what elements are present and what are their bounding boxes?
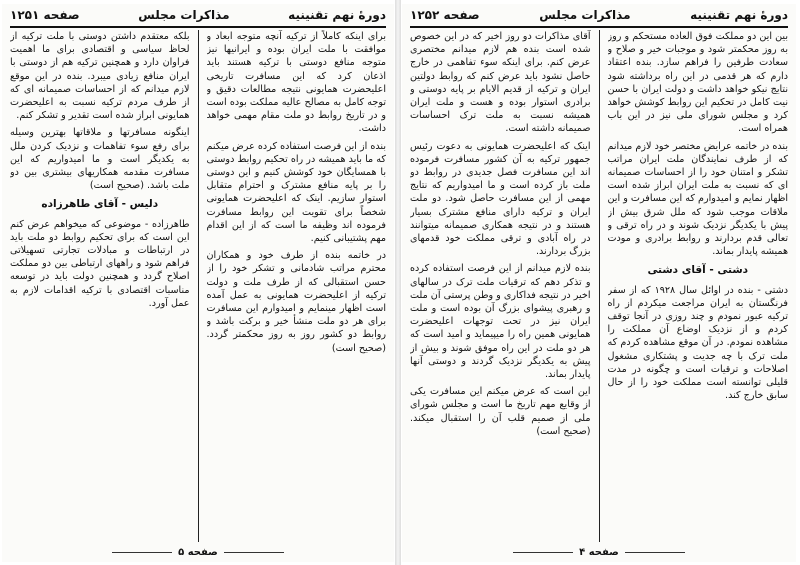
right-page-footer — [410, 544, 788, 560]
right-header-page: صفحه ۱۲۵۲ — [410, 8, 480, 22]
right-page-columns — [410, 30, 788, 542]
paragraph: برای اینکه کاملاً از ترکیه آنچه متوجه ابعاد و موافقت با ملت ایران بوده و ایرانیها نیز متوجه منافع دوستی با ترکیه هستند باید اذعان کرد که این مسافرت تاریخی اعلیحضرت همایونی نتیجه مطالعات دقیق و توجه کامل به مصالح عالیه مملکت بوده است و در تاریخ روابط دو ملت مقام مهمی خواهد داشت. — [206, 31, 386, 135]
column-divider — [198, 30, 199, 542]
left-page-footer — [10, 544, 386, 560]
right-page-header — [410, 4, 788, 26]
left-header-term: دورهٔ نهم تقنینیه — [288, 8, 386, 22]
paragraph: در خاتمه بنده از طرف خود و همکاران محترم مراتب شادمانی و تشکر خود را از حسن استقبالی که از طرف ملت و دولت ترکیه از اعلیحضرت همایونی به عمل آمده است اظهار مینمایم و امیدوارم این مسافرت برای هر دو ملت منشأ خیر و برکت باشد و روابط دو کشور روز به روز محکمتر گردد. (صحیح است) — [206, 250, 386, 354]
footer-dash — [224, 552, 284, 553]
left-page — [2, 4, 394, 562]
right-header-title: مذاکرات مجلس — [539, 8, 631, 22]
paragraph: بنده در خاتمه عرایض مختصر خود لازم میدانم که از طرف نمایندگان ملت ایران مراتب تشکر و امتنان خود را از احساسات صمیمانه ای که نسبت به ملت ایران ابراز شده است اظهار نمایم و امیدوارم که این مسافرت و این ملاقات موجب شود که ملل شرق بیش از پیش با یکدیگر نزدیک شوند و در راه ترقی و تعالی قدم بردارند و روابط برادری و مودت همیشه پایدار بماند. — [607, 140, 788, 258]
paragraph: اینگونه مسافرتها و ملاقاتها بهترین وسیله برای رفع سوء تفاهمات و نزدیک کردن ملل به یکدیگر است و ما امیدواریم که این مسافرت مقدمه همکاریهای بیشتری بین دو ملت باشد. (صحیح است) — [10, 127, 190, 192]
left-header-rule — [10, 26, 386, 28]
paragraph: اینک که اعلیحضرت همایونی به دعوت رئیس جمهور ترکیه به آن کشور مسافرت فرموده اند این مسافرت فصل جدیدی در روابط دو ملت باز کرده است و ما امیدواریم که نتایج مهمی از این مسافرت حاصل شود. دو ملت ایران و ترکیه دارای منافع مشترک بسیار هستند و در نتیجه همکاری صمیمانه میتوانند در راه آبادی و ترقی مملکت خود قدمهای بزرگ بردارند. — [410, 140, 591, 258]
book-gutter — [395, 0, 401, 565]
paragraph: طاهرزاده - موضوعی که میخواهم عرض کنم این است که برای تحکیم روابط دو ملت باید در ارتباطات و مبادلات تجارتی تسهیلاتی فراهم شود و راههای ارتباطی بین دو مملکت اصلاح گردد و همچنین دولت باید در توسعه مناسبات اقتصادی با ترکیه اقدامات لازم به عمل آورد. — [10, 218, 190, 309]
speaker-heading: دلیس - آقای طاهرزاده — [41, 198, 159, 211]
right-footer-page: صفحه ۴ — [579, 546, 619, 558]
paragraph: بنده از این فرصت استفاده کرده عرض میکنم که ما باید همیشه در راه تحکیم روابط دوستی با همسایگان خود کوشش کنیم و این دوستی را بر پایه منافع مشترک و احترام متقابل استوار سازیم. اینک که اعلیحضرت همایونی شخصاً برای تقویت این روابط مسافرت فرموده اند وظیفه ما است که از این اقدام مهم پشتیبانی کنیم. — [206, 140, 386, 245]
left-column-left — [10, 30, 190, 542]
left-header-title: مذاکرات مجلس — [138, 8, 230, 22]
paragraph: این است که عرض میکنم این مسافرت یکی از وقایع مهم تاریخ ما است و مجلس شورای ملی از صمیم قلب آن را استقبال میکند. (صحیح است) — [410, 386, 591, 437]
paragraph: دشتی - بنده در اوائل سال ۱۹۲۸ که از سفر فرنگستان به ایران مراجعت میکردم از راه ترکیه عبور نمودم و چند روزی در آنجا توقف کردم و از نزدیک اوضاع آن مملکت را مشاهده نمودم. در آن موقع مشاهده کردم که ملت ترک با چه جدیت و پشتکاری مشغول اصلاحات و ترقیات است و چگونه در مدت قلیلی توانسته است مملکت خود را از حال سابق خارج کند. — [607, 284, 788, 402]
footer-dash — [625, 552, 685, 553]
paragraph: بلکه معتقدم داشتن دوستی با ملت ترکیه از لحاظ سیاسی و اقتصادی برای ما اهمیت فراوان دارد و همچنین ترکیه هم از دوستی با ایران منافع زیادی میبرد. بنده در این موقع لازم میدانم که از احساسات صمیمانه ای که از طرف مردم ترکیه نسبت به اعلیحضرت همایونی ابراز شده است تقدیر و تشکر کنم. — [10, 31, 190, 122]
footer-dash — [112, 552, 172, 553]
right-column-right — [608, 30, 789, 542]
column-divider — [599, 30, 600, 542]
right-column-left — [410, 30, 591, 542]
left-footer-page: صفحه ۵ — [178, 546, 218, 558]
footer-dash — [513, 552, 573, 553]
speaker-heading: دشتی - آقای دشتی — [647, 264, 749, 277]
paragraph: بنده لازم میدانم از این فرصت استفاده کرده و تذکر دهم که ترقیات ملت ترک در سالهای اخیر در نتیجه فداکاری و وطن پرستی آن ملت و رهبری پیشوای بزرگ آن بوده است و ملت ایران نیز در تحت توجهات اعلیحضرت همایونی همین راه را میپیماید و امید است که هر دو ملت در این راه موفق شوند و بیش از پیش به یکدیگر نزدیک گردند و دوستی آنها پایدار بماند. — [410, 263, 591, 381]
paragraph: آقای مذاکرات دو روز اخیر که در این خصوص شده است بنده هم لازم میدانم مختصری عرض کنم. برای اینکه سوء تفاهمی در خارج حاصل نشود باید عرض کنم که روابط دولتین ایران و ترکیه از قدیم الایام بر پایه دوستی و برادری استوار بوده و هست و ملت ایران همیشه نسبت به ملت ترک احساسات صمیمانه داشته است. — [410, 31, 591, 135]
left-column-right — [207, 30, 387, 542]
paragraph: بین این دو مملکت فوق العاده مستحکم و روز به روز محکمتر شود و موجبات خیر و صلاح و سعادت طرفین را فراهم سازد. بنده اعتقاد دارم که هر قدمی در این راه برداشته شود نتایج نیکو خواهد داشت و دولت ایران با حسن نیت کامل در تحکیم این روابط کوشش خواهد کرد و مجلس شورای ملی نیز در این باب همراه است. — [607, 31, 788, 135]
right-header-rule — [410, 26, 788, 28]
right-page — [402, 4, 796, 562]
right-header-term: دورهٔ نهم تقنینیه — [690, 8, 788, 22]
left-header-page: صفحه ۱۲۵۱ — [10, 8, 80, 22]
left-page-columns — [10, 30, 386, 542]
left-page-header — [10, 4, 386, 26]
